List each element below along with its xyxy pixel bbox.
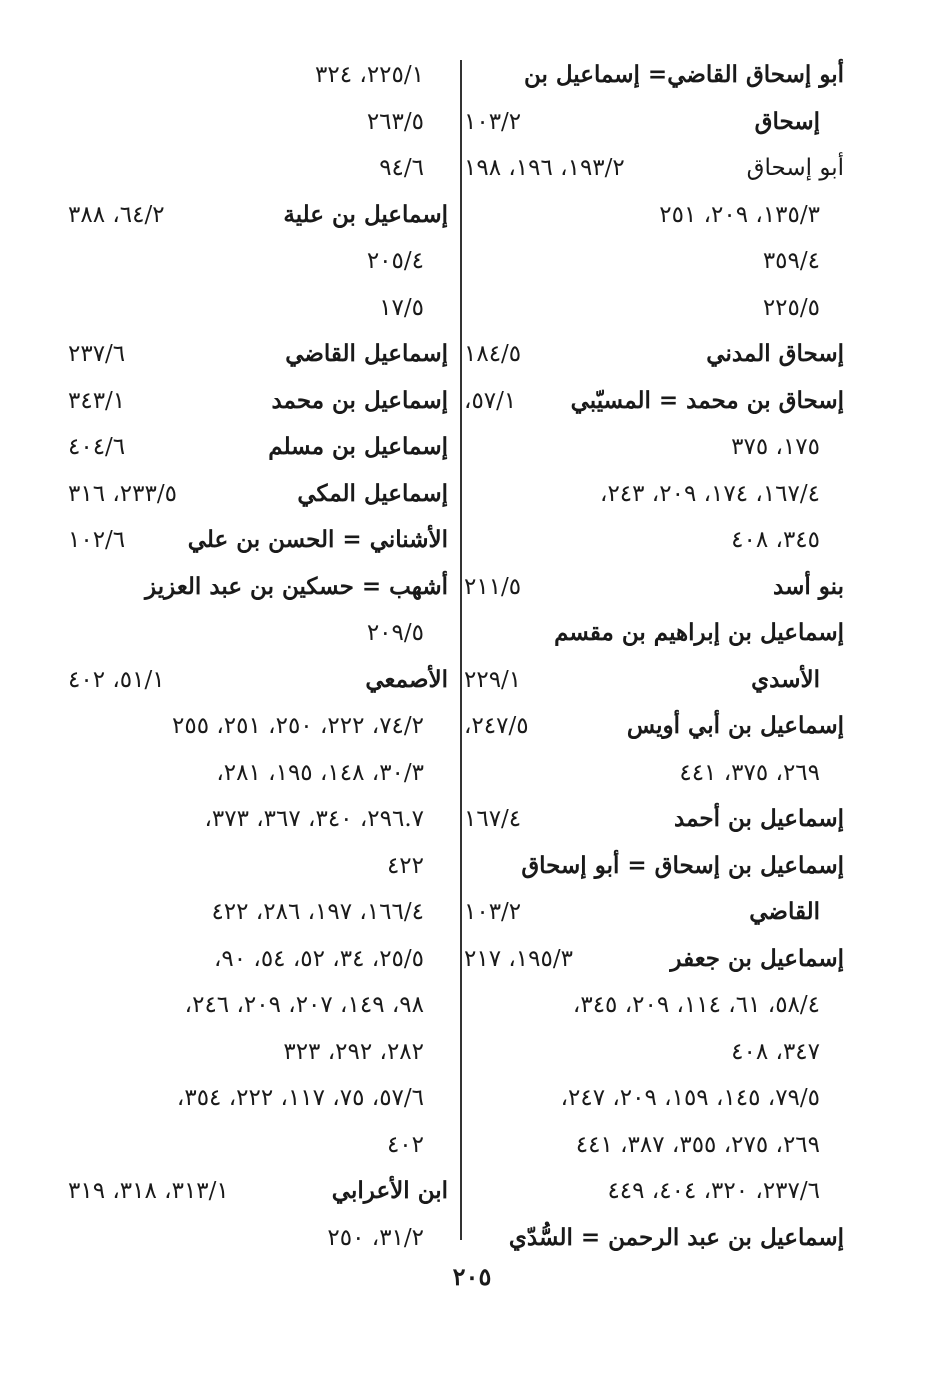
- entry-heading: أشهب = حسكين بن عبد العزيز: [145, 572, 448, 600]
- index-entry: [464, 238, 844, 285]
- index-column-left: [68, 52, 448, 1261]
- entry-page-refs: ١٧٥، ٣٧٥: [731, 434, 820, 460]
- entry-page-refs: ١٦٦/٤، ١٩٧، ٢٨٦، ٤٢٢: [211, 899, 424, 925]
- entry-heading: إسماعيل بن عبد الرحمن = السُّدّي: [508, 1223, 844, 1251]
- entry-page-refs: ٥١/١، ٤٠٢: [68, 666, 165, 693]
- entry-page-refs: ٢٦٩، ٢٧٥، ٣٥٥، ٣٨٧، ٤٤١: [575, 1131, 820, 1158]
- entry-heading: إسماعيل بن أحمد: [674, 805, 844, 832]
- entry-page-refs: ٦٤/٢، ٣٨٨: [68, 201, 165, 228]
- index-entry: [68, 378, 448, 425]
- index-entry: [68, 424, 448, 471]
- index-entry: [68, 703, 448, 750]
- entry-page-refs: ٢٢٩/١: [464, 666, 522, 693]
- index-entry: [464, 1029, 844, 1076]
- index-entry: [68, 610, 448, 657]
- index-entry: [68, 192, 448, 239]
- index-entry: [464, 517, 844, 564]
- index-entry: [464, 936, 844, 983]
- index-entry: [68, 843, 448, 890]
- entry-heading: إسحاق بن محمد = المسيّبي: [570, 386, 844, 414]
- index-entry: [68, 517, 448, 564]
- index-entry: [68, 285, 448, 332]
- page-number: ٢٠٥: [452, 1262, 492, 1291]
- index-entry: [68, 982, 448, 1029]
- index-entry: [464, 1122, 844, 1169]
- index-entry: [464, 564, 844, 611]
- entry-page-refs: ٢٦٩، ٣٧٥، ٤٤١: [679, 759, 820, 786]
- entry-page-refs: ٢٥/٥، ٣٤، ٥٢، ٥٤، ٩٠،: [213, 945, 424, 972]
- index-entry: [464, 52, 844, 99]
- index-entry: [68, 145, 448, 192]
- index-entry: [464, 703, 844, 750]
- entry-heading: الأسدي: [751, 665, 820, 693]
- index-entry: [68, 99, 448, 146]
- entry-page-refs: ٣٤٣/١: [68, 387, 126, 414]
- index-entry: [464, 843, 844, 890]
- entry-page-refs: ٢٩٦.٧، ٣٤٠، ٣٦٧، ٣٧٣،: [204, 806, 424, 832]
- entry-heading: بنو أسد: [773, 572, 844, 600]
- entry-page-refs: ٣٠/٣، ١٤٨، ١٩٥، ٢٨١،: [216, 759, 424, 786]
- entry-page-refs: ٧٩/٥، ١٤٥، ١٥٩، ٢٠٩، ٢٤٧،: [560, 1085, 820, 1111]
- index-entry: [464, 750, 844, 797]
- entry-page-refs: ٣٥٩/٤: [762, 248, 820, 274]
- entry-page-refs: ١٩٥/٣، ٢١٧: [464, 945, 573, 972]
- index-entry: [68, 750, 448, 797]
- index-entry: [68, 471, 448, 518]
- entry-heading: إسماعيل بن إبراهيم بن مقسم: [554, 619, 844, 646]
- index-entry: [68, 796, 448, 843]
- entry-heading: إسماعيل بن محمد: [271, 386, 448, 414]
- index-entry: [464, 1215, 844, 1262]
- entry-page-refs: ٥٨/٤، ٦١، ١١٤، ٢٠٩، ٣٤٥،: [572, 992, 820, 1018]
- index-entry: [464, 145, 844, 192]
- entry-page-refs: ١٠٣/٢: [464, 108, 522, 135]
- entry-page-refs: ٤٠٢: [386, 1131, 424, 1158]
- entry-page-refs: ٤٠٤/٦: [68, 434, 126, 460]
- index-entry: [68, 1029, 448, 1076]
- index-entry: [464, 424, 844, 471]
- entry-page-refs: ٢٣٧/٦: [68, 341, 126, 367]
- index-entry: [464, 610, 844, 657]
- entry-page-refs: ٢٠٥/٤: [366, 248, 424, 274]
- entry-heading: إسحاق: [754, 107, 820, 135]
- entry-heading: إسماعيل بن جعفر: [670, 944, 844, 972]
- index-entry: [68, 564, 448, 611]
- index-entry: [68, 1168, 448, 1215]
- entry-heading: أبو إسحاق القاضي= إسماعيل بن: [523, 61, 844, 88]
- entry-page-refs: ٢٦٣/٥: [366, 108, 424, 135]
- entry-page-refs: ٢٣٧/٦، ٣٢٠، ٤٠٤، ٤٤٩: [607, 1178, 820, 1204]
- entry-heading: إسماعيل بن علية: [283, 200, 448, 228]
- index-entry: [68, 1075, 448, 1122]
- index-entry: [68, 52, 448, 99]
- entry-heading: إسماعيل بن مسلم: [268, 433, 448, 460]
- index-entry: [464, 285, 844, 332]
- entry-page-refs: ٩٨، ١٤٩، ٢٠٧، ٢٠٩، ٢٤٦،: [184, 992, 424, 1018]
- entry-page-refs: ١٠٣/٢: [464, 899, 522, 925]
- entry-page-refs: ٣٤٥، ٤٠٨: [731, 527, 820, 553]
- column-divider: [460, 60, 462, 1240]
- entry-page-refs: ١٦٧/٤، ١٧٤، ٢٠٩، ٢٤٣،: [600, 480, 820, 507]
- index-entry: [464, 889, 844, 936]
- index-entry: [464, 99, 844, 146]
- index-entry: [68, 657, 448, 704]
- entry-heading: إسماعيل المكي: [297, 479, 448, 507]
- entry-page-refs: ٣٤٧، ٤٠٨: [731, 1038, 820, 1065]
- index-entry: [68, 889, 448, 936]
- entry-page-refs: ١٨٤/٥: [464, 341, 522, 367]
- entry-heading: إسماعيل بن أبي أويس: [626, 712, 844, 739]
- entry-page-refs: ٢٢٥/١، ٣٢٤: [315, 62, 424, 88]
- entry-heading: ابن الأعرابي: [331, 1177, 448, 1204]
- entry-page-refs: ٢٢٥/٥: [762, 294, 820, 321]
- index-entry: [464, 1168, 844, 1215]
- entry-page-refs: ٢١١/٥: [464, 573, 522, 600]
- entry-page-refs: ٩٤/٦: [379, 155, 424, 181]
- entry-heading: الأشناني = الحسن بن علي: [187, 526, 448, 553]
- entry-page-refs: ١٦٧/٤: [464, 806, 522, 832]
- index-entry: [464, 192, 844, 239]
- index-entry: [68, 331, 448, 378]
- entry-page-refs: ١٩٣/٢، ١٩٦، ١٩٨: [464, 155, 625, 181]
- entry-page-refs: ٥٧/٦، ٧٥، ١١٧، ٢٢٢، ٣٥٤،: [176, 1085, 424, 1111]
- entry-heading: إسماعيل بن إسحاق = أبو إسحاق: [521, 851, 844, 879]
- entry-heading: إسماعيل القاضي: [285, 340, 448, 367]
- entry-page-refs: ١٠٢/٦: [68, 527, 126, 553]
- entry-page-refs: ١٧/٥: [379, 294, 424, 321]
- index-entry: [464, 331, 844, 378]
- entry-page-refs: ٢٤٧/٥،: [464, 713, 529, 739]
- index-entry: [68, 238, 448, 285]
- entry-page-refs: ١٣٥/٣، ٢٠٩، ٢٥١: [659, 201, 820, 228]
- entry-heading: الأصمعي: [365, 665, 448, 693]
- index-entry: [68, 936, 448, 983]
- entry-page-refs: ٢٨٢، ٢٩٢، ٣٢٣: [283, 1038, 424, 1065]
- index-entry: [464, 471, 844, 518]
- entry-page-refs: ٧٤/٢، ٢٢٢، ٢٥٠، ٢٥١، ٢٥٥: [172, 713, 424, 739]
- index-entry: [464, 657, 844, 704]
- entry-page-refs: ٣١/٢، ٢٥٠: [327, 1224, 424, 1251]
- index-entry: [68, 1215, 448, 1262]
- entry-heading: أبو إسحاق: [746, 155, 844, 181]
- entry-page-refs: ٢٠٩/٥: [366, 620, 424, 646]
- entry-heading: إسحاق المدني: [706, 340, 844, 367]
- index-entry: [464, 1075, 844, 1122]
- entry-page-refs: ٣١٣/١، ٣١٨، ٣١٩: [68, 1178, 229, 1204]
- index-entry: [464, 378, 844, 425]
- entry-page-refs: ٤٢٢: [386, 852, 424, 879]
- entry-page-refs: ٢٣٣/٥، ٣١٦: [68, 480, 177, 507]
- index-entry: [68, 1122, 448, 1169]
- entry-heading: القاضي: [749, 898, 820, 925]
- index-column-right: [464, 52, 844, 1261]
- entry-page-refs: ٥٧/١،: [464, 387, 517, 414]
- index-entry: [464, 796, 844, 843]
- index-entry: [464, 982, 844, 1029]
